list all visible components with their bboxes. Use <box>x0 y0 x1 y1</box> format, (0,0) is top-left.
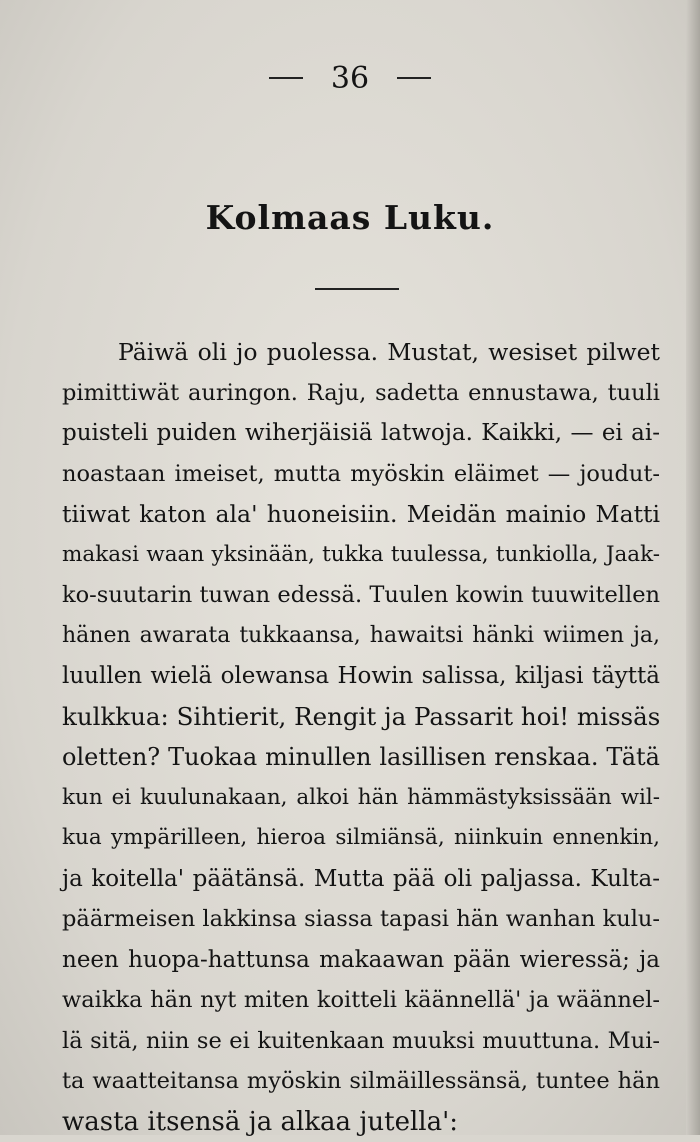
text-line: puisteli puiden wiherjäisiä latwoja. Kaikki, — ei ai- <box>62 413 660 454</box>
page-number: 36 <box>331 61 369 96</box>
text-line: lä sitä, niin se ei kuitenkaan muuksi muuttuna. Mui- <box>62 1021 660 1062</box>
text-line: kulkkua: Sihtierit, Rengit ja Passarit hoi! missäs <box>62 697 660 738</box>
chapter-title: Kolmaas Luku. <box>0 198 700 237</box>
text-line: kun ei kuulunakaan, alkoi hän hämmästyksissään wil- <box>62 778 660 819</box>
text-line: ta waatteitansa myöskin silmäillessänsä, tuntee hän <box>62 1061 660 1102</box>
header-dash-left <box>269 77 303 79</box>
text-line: Päiwä oli jo puolessa. Mustat, wesiset pilwet <box>62 332 660 373</box>
text-line: luullen wielä olewansa Howin salissa, kiljasi täyttä <box>62 656 660 697</box>
text-line: ko-suutarin tuwan edessä. Tuulen kowin tuuwitellen <box>62 575 660 616</box>
text-line: makasi waan yksinään, tukka tuulessa, tunkiolla, Jaak- <box>62 535 660 576</box>
body-text <box>62 332 660 1142</box>
text-line: oletten? Tuokaa minullen lasillisen renskaa. Tätä <box>62 737 660 778</box>
header-dash-right <box>397 77 431 79</box>
text-line: waikka hän nyt miten koitteli käännellä' ja wäännel- <box>62 980 660 1021</box>
text-line: wasta itsensä ja alkaa jutella': <box>62 1102 660 1142</box>
text-line: tiiwat katon ala' huoneisiin. Meidän mainio Matti <box>62 494 660 535</box>
text-line: neen huopa-hattunsa makaawan pään wieressä; ja <box>62 940 660 981</box>
text-line: kua ympärilleen, hieroa silmiänsä, niinkuin ennenkin, <box>62 818 660 859</box>
text-line: ja koitella' päätänsä. Mutta pää oli paljassa. Kulta- <box>62 859 660 900</box>
text-line: pimittiwät auringon. Raju, sadetta ennustawa, tuuli <box>62 373 660 414</box>
page-edge <box>686 0 700 1135</box>
text-line: hänen awarata tukkaansa, hawaitsi hänki wiimen ja, <box>62 616 660 657</box>
page-header <box>0 58 700 98</box>
text-line: noastaan imeiset, mutta myöskin eläimet — joudut- <box>62 454 660 495</box>
text-line: päärmeisen lakkinsa siassa tapasi hän wanhan kulu- <box>62 899 660 940</box>
title-rule <box>315 288 399 290</box>
